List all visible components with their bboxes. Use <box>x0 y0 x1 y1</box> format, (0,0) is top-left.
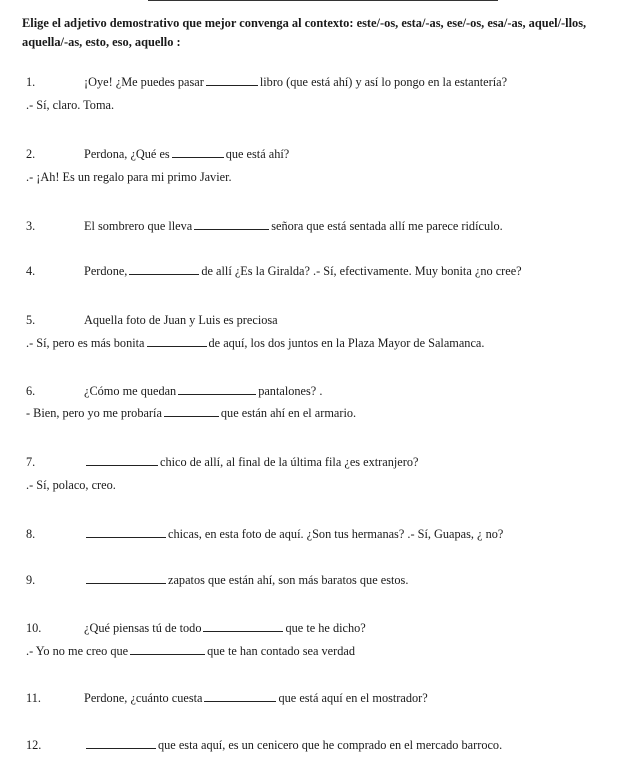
answer-blank[interactable] <box>129 264 199 275</box>
item-2-reply: .- ¡Ah! Es un regalo para mi primo Javier. <box>26 170 232 184</box>
item-text-before: ¿Cómo me quedan <box>84 384 177 398</box>
item-number: 9. <box>26 573 36 587</box>
answer-blank[interactable] <box>147 336 207 347</box>
exercise-item-11 <box>26 691 428 706</box>
reply-text-after: que te han contado sea verdad <box>207 644 355 658</box>
item-number: 7. <box>26 455 36 469</box>
exercise-item-8 <box>26 527 503 542</box>
reply-text-after: que están ahí en el armario. <box>220 406 357 420</box>
item-6-reply <box>26 406 356 421</box>
item-text-after: pantalones? . <box>258 384 323 398</box>
exercise-item-1 <box>26 75 507 90</box>
item-number: 5. <box>26 313 36 327</box>
item-text-before: Aquella foto de Juan y Luis es preciosa <box>84 313 278 327</box>
item-text-after: zapatos que están ahí, son más baratos que estos. <box>168 573 409 587</box>
answer-blank[interactable] <box>172 147 224 158</box>
exercise-item-3 <box>26 219 503 234</box>
item-text-before: Perdone, ¿cuánto cuesta <box>84 691 203 705</box>
reply-text-before: .- Sí, pero es más bonita <box>26 336 145 350</box>
answer-blank[interactable] <box>86 455 158 466</box>
item-5-reply <box>26 336 484 351</box>
item-text-after: libro (que está ahí) y así lo pongo en la estantería? <box>259 75 508 89</box>
answer-blank[interactable] <box>86 738 156 749</box>
answer-blank[interactable] <box>203 621 283 632</box>
answer-blank[interactable] <box>164 406 219 417</box>
item-number: 3. <box>26 219 36 233</box>
item-number: 12. <box>26 738 42 752</box>
answer-blank[interactable] <box>206 75 258 86</box>
answer-blank[interactable] <box>204 691 276 702</box>
exercise-item-6 <box>26 384 322 399</box>
item-text-before: Perdona, ¿Qué es <box>84 147 170 161</box>
item-text-before: ¿Qué piensas tú de todo <box>84 621 202 635</box>
item-7-reply: .- Sí, polaco, creo. <box>26 478 116 492</box>
item-1-reply: .- Sí, claro. Toma. <box>26 98 115 112</box>
item-number: 11. <box>26 691 41 705</box>
answer-blank[interactable] <box>86 527 166 538</box>
item-number: 10. <box>26 621 42 635</box>
exercise-item-5 <box>26 313 278 328</box>
item-text-after: que está aquí en el mostrador? <box>278 691 428 705</box>
item-text-after: que esta aquí, es un cenicero que he comprado en el mercado barroco. <box>158 738 503 752</box>
answer-blank[interactable] <box>130 644 205 655</box>
item-text-before: Perdone, <box>84 264 128 278</box>
reply-text-after: de aquí, los dos juntos en la Plaza Mayor de Salamanca. <box>208 336 485 350</box>
item-10-reply <box>26 644 355 659</box>
item-number: 1. <box>26 75 36 89</box>
exercise-item-9 <box>26 573 408 588</box>
exercise-item-2 <box>26 147 289 162</box>
exercise-item-4 <box>26 264 522 279</box>
item-text-after: señora que está sentada allí me parece ridículo. <box>271 219 503 233</box>
item-number: 4. <box>26 264 36 278</box>
item-text-before: El sombrero que lleva <box>84 219 193 233</box>
answer-blank[interactable] <box>86 573 166 584</box>
answer-blank[interactable] <box>194 219 269 230</box>
top-rule <box>148 0 498 1</box>
item-text-after: que te he dicho? <box>285 621 366 635</box>
reply-text-before: .- Yo no me creo que <box>26 644 129 658</box>
item-number: 6. <box>26 384 36 398</box>
item-text-before: ¡Oye! ¿Me puedes pasar <box>84 75 204 89</box>
item-number: 8. <box>26 527 36 541</box>
exercise-item-7 <box>26 455 418 470</box>
item-text-after: de allí ¿Es la Giralda? .- Sí, efectivamente. Muy bonita ¿no cree? <box>201 264 522 278</box>
reply-text-before: - Bien, pero yo me probaría <box>26 406 162 420</box>
exercise-item-10 <box>26 621 366 636</box>
item-text-after: que está ahí? <box>225 147 290 161</box>
item-text-after: chico de allí, al final de la última fila ¿es extranjero? <box>160 455 419 469</box>
instructions: Elige el adjetivo demostrativo que mejor convenga al contexto: este/-os, esta/-as, ese/-os, esa/-as, aquel/-llos, aquella/-as, esto, eso, aquello : <box>22 16 587 49</box>
answer-blank[interactable] <box>178 384 256 395</box>
item-text-after: chicas, en esta foto de aquí. ¿Son tus hermanas? .- Sí, Guapas, ¿ no? <box>168 527 504 541</box>
item-number: 2. <box>26 147 36 161</box>
exercise-item-12 <box>26 738 502 753</box>
